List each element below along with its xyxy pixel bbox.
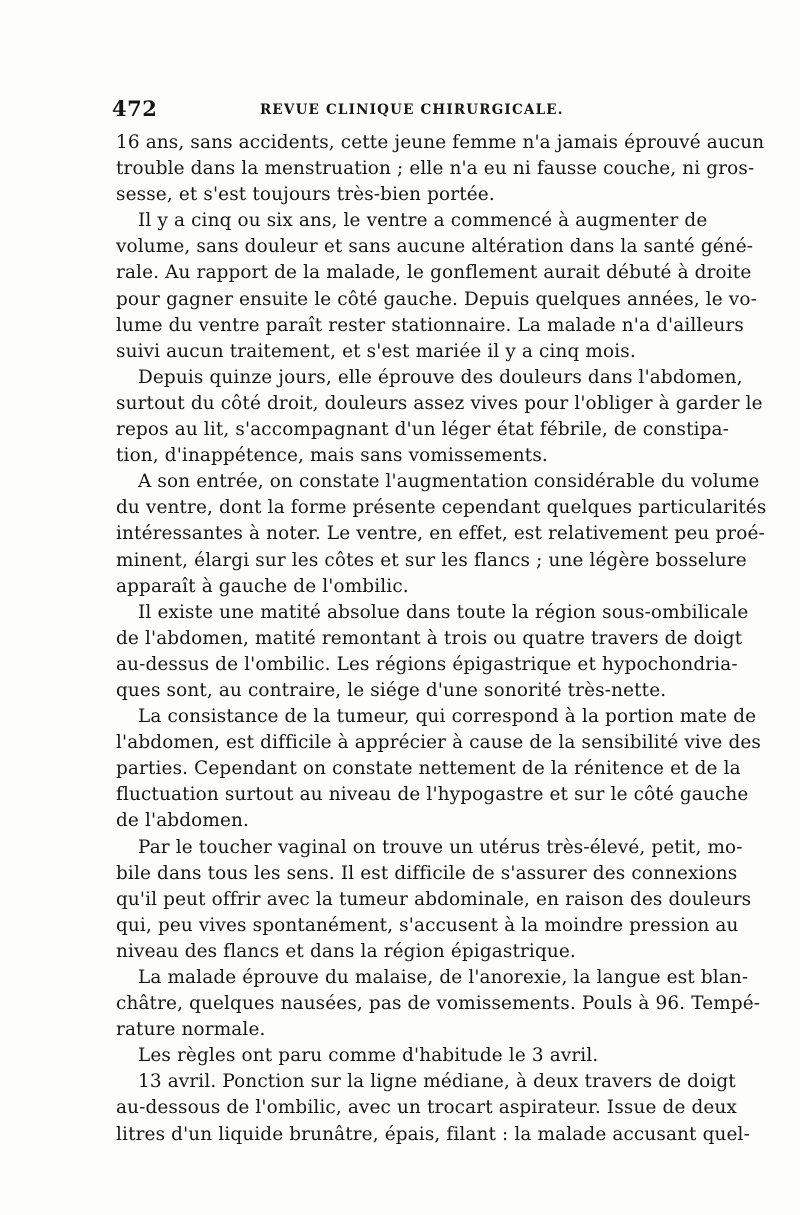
body-text bbox=[116, 130, 767, 1148]
text-line: châtre, quelques nausées, pas de vomissements. Pouls à 96. Tempé- bbox=[116, 993, 761, 1015]
page-header bbox=[112, 96, 690, 126]
text-line: 13 avril. Ponction sur la ligne médiane, à deux travers de doigt bbox=[138, 1071, 736, 1093]
text-line: A son entrée, on constate l'augmentation considérable du volume bbox=[138, 471, 760, 493]
text-line: surtout du côté droit, douleurs assez vives pour l'obliger à garder le bbox=[116, 392, 763, 414]
text-line: l'abdomen, est difficile à apprécier à cause de la sensibilité vive des bbox=[116, 732, 762, 754]
text-line: ques sont, au contraire, le siége d'une sonorité très-nette. bbox=[116, 679, 667, 701]
text-line: qu'il peut offrir avec la tumeur abdominale, en raison des douleurs bbox=[116, 888, 752, 910]
page-number: 472 bbox=[112, 96, 158, 121]
text-line: rature normale. bbox=[116, 1019, 266, 1041]
text-line: minent, élargi sur les côtes et sur les flancs ; une légère bosselure bbox=[116, 549, 747, 571]
text-line: 16 ans, sans accidents, cette jeune femme n'a jamais éprouvé aucun bbox=[116, 132, 765, 153]
text-line: de l'abdomen. bbox=[116, 810, 249, 832]
text-line: La malade éprouve du malaise, de l'anorexie, la langue est blan- bbox=[138, 967, 749, 988]
text-line: Depuis quinze jours, elle éprouve des douleurs dans l'abdomen, bbox=[138, 366, 743, 388]
text-line: suivi aucun traitement, et s'est mariée il y a cinq mois. bbox=[116, 340, 636, 362]
text-line: rale. Au rapport de la malade, le gonflement aurait débuté à droite bbox=[116, 262, 752, 284]
text-line: La consistance de la tumeur, qui correspond à la portion mate de bbox=[138, 706, 757, 728]
text-line: Par le toucher vaginal on trouve un utérus très-élevé, petit, mo- bbox=[138, 836, 743, 858]
text-line: Les règles ont paru comme d'habitude le 3 avril. bbox=[138, 1045, 599, 1067]
text-line: Il y a cinq ou six ans, le ventre a commencé à augmenter de bbox=[138, 210, 708, 232]
text-line: niveau des flancs et dans la région épigastrique. bbox=[116, 940, 576, 962]
text-line: pour gagner ensuite le côté gauche. Depuis quelques années, le vo- bbox=[116, 288, 757, 310]
text-line: tion, d'inappétence, mais sans vomissements. bbox=[116, 445, 548, 467]
text-line: fluctuation surtout au niveau de l'hypogastre et sur le côté gauche bbox=[116, 784, 749, 806]
text-line: au-dessous de l'ombilic, avec un trocart aspirateur. Issue de deux bbox=[116, 1097, 737, 1119]
text-line: de l'abdomen, matité remontant à trois ou quatre travers de doigt bbox=[116, 627, 743, 649]
text-line: lume du ventre paraît rester stationnaire. La malade n'a d'ailleurs bbox=[116, 314, 744, 336]
text-line: repos au lit, s'accompagnant d'un léger état fébrile, de constipa- bbox=[116, 419, 730, 441]
text-line: qui, peu vives spontanément, s'accusent à la moindre pression au bbox=[116, 914, 739, 936]
text-line: volume, sans douleur et sans aucune altération dans la santé géné- bbox=[116, 236, 754, 258]
text-line: parties. Cependant on constate nettement de la rénitence et de la bbox=[116, 758, 741, 780]
text-line: intéressantes à noter. Le ventre, en effet, est relativement peu proé- bbox=[116, 523, 765, 545]
text-line: au-dessus de l'ombilic. Les régions épigastrique et hypochondria- bbox=[116, 653, 738, 675]
text-line: apparaît à gauche de l'ombilic. bbox=[116, 575, 409, 597]
running-title: REVUE CLINIQUE CHIRURGICALE. bbox=[260, 102, 564, 118]
text-line: du ventre, dont la forme présente cependant quelques particularités bbox=[116, 497, 767, 519]
text-line: bile dans tous les sens. Il est difficile de s'assurer des connexions bbox=[116, 862, 738, 884]
text-line: Il existe une matité absolue dans toute la région sous-ombilicale bbox=[138, 601, 749, 623]
text-line: trouble dans la menstruation ; elle n'a eu ni fausse couche, ni gros- bbox=[116, 158, 755, 180]
text-line: litres d'un liquide brunâtre, épais, filant : la malade accusant quel- bbox=[116, 1123, 750, 1145]
text-line: sesse, et s'est toujours très-bien portée. bbox=[116, 184, 495, 206]
